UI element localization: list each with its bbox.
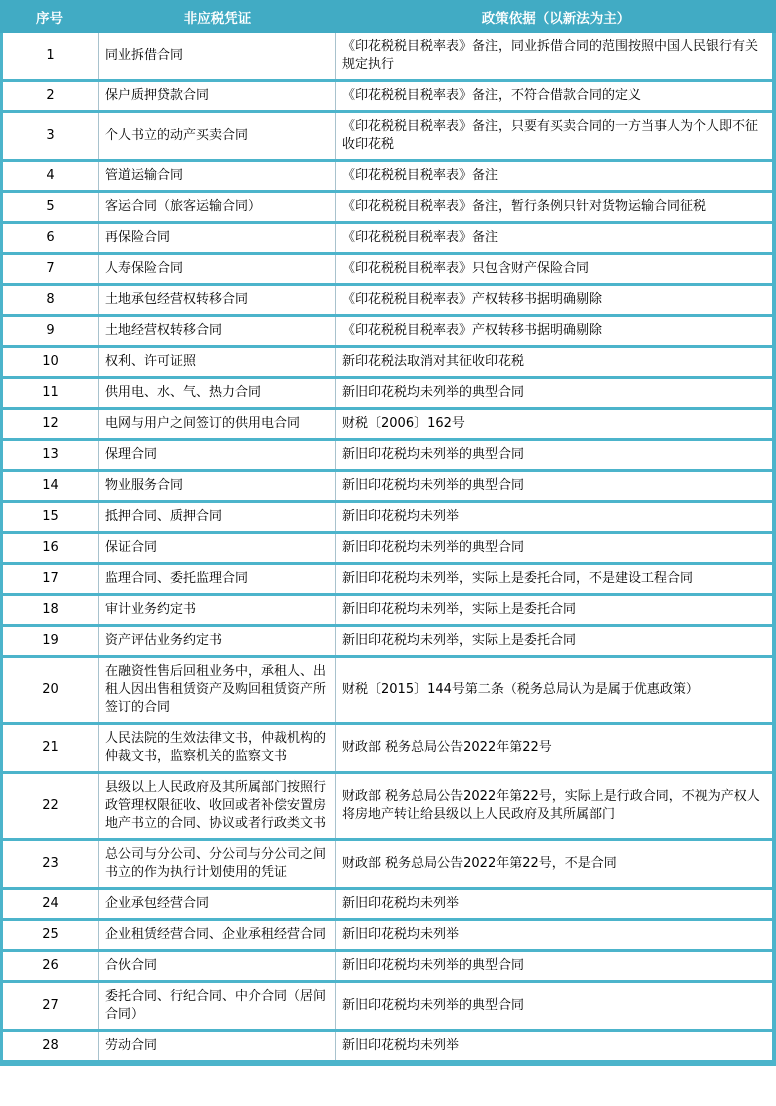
row-number: 4 bbox=[3, 162, 99, 190]
row-number: 13 bbox=[3, 441, 99, 469]
policy-basis: 新旧印花税均未列举，实际上是委托合同 bbox=[342, 633, 577, 648]
certificate-name: 客运合同（旅客运输合同） bbox=[99, 193, 336, 221]
certificate-name: 资产评估业务约定书 bbox=[99, 627, 336, 655]
row-number: 22 bbox=[3, 774, 99, 838]
row-number: 10 bbox=[3, 348, 99, 376]
row-number: 24 bbox=[3, 890, 99, 918]
policy-basis: 新旧印花税均未列举 bbox=[342, 1038, 460, 1053]
certificate-name: 保户质押贷款合同 bbox=[99, 82, 336, 110]
table-row bbox=[3, 33, 772, 79]
table-row bbox=[3, 376, 772, 407]
policy-basis: 新旧印花税均未列举，实际上是委托合同 bbox=[342, 602, 577, 617]
certificate-name: 人寿保险合同 bbox=[99, 255, 336, 283]
certificate-name: 人民法院的生效法律文书，仲裁机构的仲裁文书，监察机关的监察文书 bbox=[99, 725, 336, 771]
certificate-name: 权利、许可证照 bbox=[99, 348, 336, 376]
policy-basis: 财税〔2015〕144号第二条（税务总局认为是属于优惠政策） bbox=[342, 682, 699, 697]
table-row bbox=[3, 469, 772, 500]
policy-basis: 新旧印花税均未列举 bbox=[342, 896, 460, 911]
certificate-name: 个人书立的动产买卖合同 bbox=[99, 113, 336, 159]
table-row bbox=[3, 438, 772, 469]
header-col-certificate: 非应税凭证 bbox=[183, 10, 252, 27]
policy-basis: 财税〔2006〕162号 bbox=[342, 416, 465, 431]
table-row bbox=[3, 949, 772, 980]
table-body bbox=[3, 33, 772, 1060]
row-number: 23 bbox=[3, 841, 99, 887]
table-row bbox=[3, 252, 772, 283]
table-row bbox=[3, 918, 772, 949]
row-number: 8 bbox=[3, 286, 99, 314]
certificate-name: 再保险合同 bbox=[99, 224, 336, 252]
table-row bbox=[3, 1029, 772, 1060]
policy-basis: 《印花税税目税率表》产权转移书据明确剔除 bbox=[342, 292, 603, 307]
certificate-name: 在融资性售后回租业务中，承租人、出租人因出售租赁资产及购回租赁资产所签订的合同 bbox=[99, 658, 336, 722]
policy-basis: 新旧印花税均未列举 bbox=[342, 927, 460, 942]
row-number: 20 bbox=[3, 658, 99, 722]
row-number: 7 bbox=[3, 255, 99, 283]
certificate-name: 物业服务合同 bbox=[99, 472, 336, 500]
table-row bbox=[3, 190, 772, 221]
row-number: 27 bbox=[3, 983, 99, 1029]
policy-basis: 新旧印花税均未列举的典型合同 bbox=[342, 540, 525, 555]
row-number: 17 bbox=[3, 565, 99, 593]
row-number: 2 bbox=[3, 82, 99, 110]
row-number: 21 bbox=[3, 725, 99, 771]
row-number: 26 bbox=[3, 952, 99, 980]
table-row bbox=[3, 407, 772, 438]
policy-basis: 《印花税税目税率表》备注，同业拆借合同的范围按照中国人民银行有关规定执行 bbox=[342, 39, 759, 72]
table-row bbox=[3, 110, 772, 159]
row-number: 16 bbox=[3, 534, 99, 562]
policy-basis: 财政部 税务总局公告2022年第22号，实际上是行政合同，不视为产权人将房地产转让给县级以上人民政府及其所属部门 bbox=[342, 789, 760, 822]
policy-basis: 《印花税税目税率表》备注 bbox=[342, 168, 499, 183]
row-number: 19 bbox=[3, 627, 99, 655]
table-row bbox=[3, 283, 772, 314]
certificate-name: 土地经营权转移合同 bbox=[99, 317, 336, 345]
policy-basis: 《印花税税目税率表》备注，只要有买卖合同的一方当事人为个人即不征收印花税 bbox=[342, 119, 759, 152]
policy-basis: 新旧印花税均未列举的典型合同 bbox=[342, 478, 525, 493]
certificate-name: 审计业务约定书 bbox=[99, 596, 336, 624]
policy-basis: 财政部 税务总局公告2022年第22号，不是合同 bbox=[342, 856, 617, 871]
row-number: 5 bbox=[3, 193, 99, 221]
policy-basis: 《印花税税目税率表》备注，不符合借款合同的定义 bbox=[342, 88, 642, 103]
certificate-name: 劳动合同 bbox=[99, 1032, 336, 1060]
table-row bbox=[3, 159, 772, 190]
policy-basis: 《印花税税目税率表》产权转移书据明确剔除 bbox=[342, 323, 603, 338]
table-row bbox=[3, 531, 772, 562]
table-row bbox=[3, 314, 772, 345]
row-number: 25 bbox=[3, 921, 99, 949]
row-number: 6 bbox=[3, 224, 99, 252]
row-number: 1 bbox=[3, 33, 99, 79]
policy-basis: 新旧印花税均未列举的典型合同 bbox=[342, 385, 525, 400]
policy-basis: 新旧印花税均未列举的典型合同 bbox=[342, 447, 525, 462]
table-row bbox=[3, 980, 772, 1029]
row-number: 15 bbox=[3, 503, 99, 531]
table-row bbox=[3, 624, 772, 655]
policy-basis: 新印花税法取消对其征收印花税 bbox=[342, 354, 525, 369]
policy-basis: 新旧印花税均未列举的典型合同 bbox=[342, 958, 525, 973]
certificate-name: 供用电、水、气、热力合同 bbox=[99, 379, 336, 407]
certificate-name: 县级以上人民政府及其所属部门按照行政管理权限征收、收回或者补偿安置房地产书立的合同、协议或者行政类文书 bbox=[99, 774, 336, 838]
row-number: 14 bbox=[3, 472, 99, 500]
policy-basis: 《印花税税目税率表》只包含财产保险合同 bbox=[342, 261, 590, 276]
table-row bbox=[3, 500, 772, 531]
certificate-name: 抵押合同、质押合同 bbox=[99, 503, 336, 531]
policy-basis: 新旧印花税均未列举 bbox=[342, 509, 460, 524]
table-row bbox=[3, 562, 772, 593]
certificate-name: 土地承包经营权转移合同 bbox=[99, 286, 336, 314]
row-number: 9 bbox=[3, 317, 99, 345]
certificate-name: 总公司与分公司、分公司与分公司之间书立的作为执行计划使用的凭证 bbox=[99, 841, 336, 887]
policy-basis: 《印花税税目税率表》备注 bbox=[342, 230, 499, 245]
header-col-policy: 政策依据（以新法为主） bbox=[481, 10, 631, 27]
policy-basis: 《印花税税目税率表》备注，暂行条例只针对货物运输合同征税 bbox=[342, 199, 707, 214]
table-row bbox=[3, 655, 772, 722]
certificate-name: 合伙合同 bbox=[99, 952, 336, 980]
policy-basis: 新旧印花税均未列举的典型合同 bbox=[342, 998, 525, 1013]
row-number: 12 bbox=[3, 410, 99, 438]
table-row bbox=[3, 887, 772, 918]
certificate-name: 保证合同 bbox=[99, 534, 336, 562]
header-col-number: 序号 bbox=[36, 10, 63, 27]
row-number: 3 bbox=[3, 113, 99, 159]
table-row bbox=[3, 593, 772, 624]
policy-basis: 财政部 税务总局公告2022年第22号 bbox=[342, 740, 552, 755]
table-header-row bbox=[0, 0, 776, 33]
table-row bbox=[3, 79, 772, 110]
certificate-name: 监理合同、委托监理合同 bbox=[99, 565, 336, 593]
certificate-name: 电网与用户之间签订的供用电合同 bbox=[99, 410, 336, 438]
table-row bbox=[3, 345, 772, 376]
certificate-name: 企业承包经营合同 bbox=[99, 890, 336, 918]
row-number: 18 bbox=[3, 596, 99, 624]
row-number: 11 bbox=[3, 379, 99, 407]
certificate-name: 管道运输合同 bbox=[99, 162, 336, 190]
table-row bbox=[3, 838, 772, 887]
certificate-name: 同业拆借合同 bbox=[99, 33, 336, 79]
table-row bbox=[3, 722, 772, 771]
row-number: 28 bbox=[3, 1032, 99, 1060]
table-row bbox=[3, 771, 772, 838]
policy-basis: 新旧印花税均未列举，实际上是委托合同，不是建设工程合同 bbox=[342, 571, 694, 586]
table-row bbox=[3, 221, 772, 252]
certificate-name: 委托合同、行纪合同、中介合同（居间合同） bbox=[99, 983, 336, 1029]
certificate-name: 保理合同 bbox=[99, 441, 336, 469]
certificate-name: 企业租赁经营合同、企业承租经营合同 bbox=[99, 921, 336, 949]
